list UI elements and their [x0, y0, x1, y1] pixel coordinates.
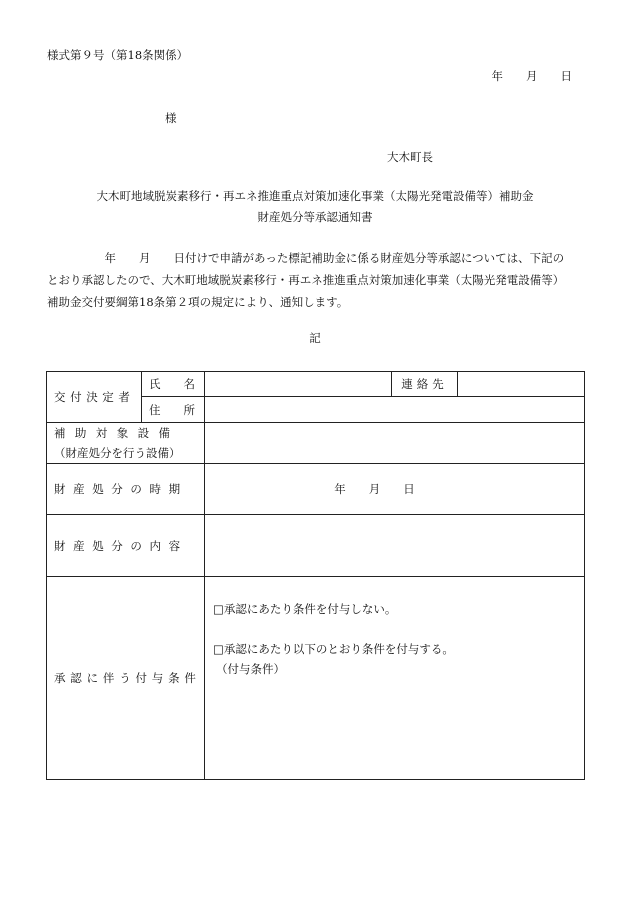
contact-field[interactable]: [458, 372, 585, 397]
document-title: 大木町地域脱炭素移行・再エネ推進重点対策加速化事業（太陽光発電設備等）補助金: [96, 189, 534, 203]
issue-date: 年 月 日: [491, 69, 572, 83]
option-with-condition[interactable]: □承認にあたり以下のとおり条件を付与する。: [213, 642, 454, 656]
address-field[interactable]: [205, 397, 585, 423]
grantee-label: 交付決定者: [47, 372, 142, 423]
approval-form-table: [46, 371, 585, 780]
body-line: 年 月 日付けで申請があった標記補助金に係る財産処分等承認については、下記の: [47, 251, 565, 265]
disposal-time-field[interactable]: 年 月 日: [205, 464, 585, 515]
body-line: とおり承認したので、大木町地域脱炭素移行・再エネ推進重点対策加速化事業（太陽光発電設備等）: [47, 273, 565, 287]
table-row: [47, 372, 585, 397]
table-row: [47, 515, 585, 577]
conditions-label: 承認に伴う付与条件: [47, 577, 205, 780]
form-number: 様式第９号（第18条関係）: [47, 48, 189, 62]
table-row: [47, 577, 585, 780]
condition-note: （付与条件）: [216, 662, 285, 676]
equipment-label-sub: （財産処分を行う設備）: [54, 446, 181, 460]
issuer: 大木町長: [387, 150, 433, 164]
ki-heading: 記: [309, 331, 321, 345]
address-label: 住 所: [142, 397, 205, 423]
equipment-field[interactable]: [205, 423, 585, 464]
contact-label: 連絡先: [392, 372, 458, 397]
option-no-condition[interactable]: □承認にあたり条件を付与しない。: [213, 602, 397, 616]
equipment-label-main: 補助対象設備: [54, 426, 180, 440]
table-row: [47, 423, 585, 464]
body-text: [47, 253, 564, 319]
body-line: 補助金交付要綱第18条第２項の規定により、通知します。: [47, 295, 349, 309]
name-field[interactable]: [205, 372, 392, 397]
name-label: 氏 名: [142, 372, 205, 397]
table-row: [47, 464, 585, 515]
disposal-content-field[interactable]: [205, 515, 585, 577]
conditions-field: [205, 577, 585, 780]
disposal-time-label: 財産処分の時期: [47, 464, 205, 515]
addressee: 様: [165, 111, 177, 125]
disposal-content-label: 財産処分の内容: [47, 515, 205, 577]
document-subtitle: 財産処分等承認通知書: [257, 210, 373, 224]
equipment-label: [47, 423, 205, 464]
